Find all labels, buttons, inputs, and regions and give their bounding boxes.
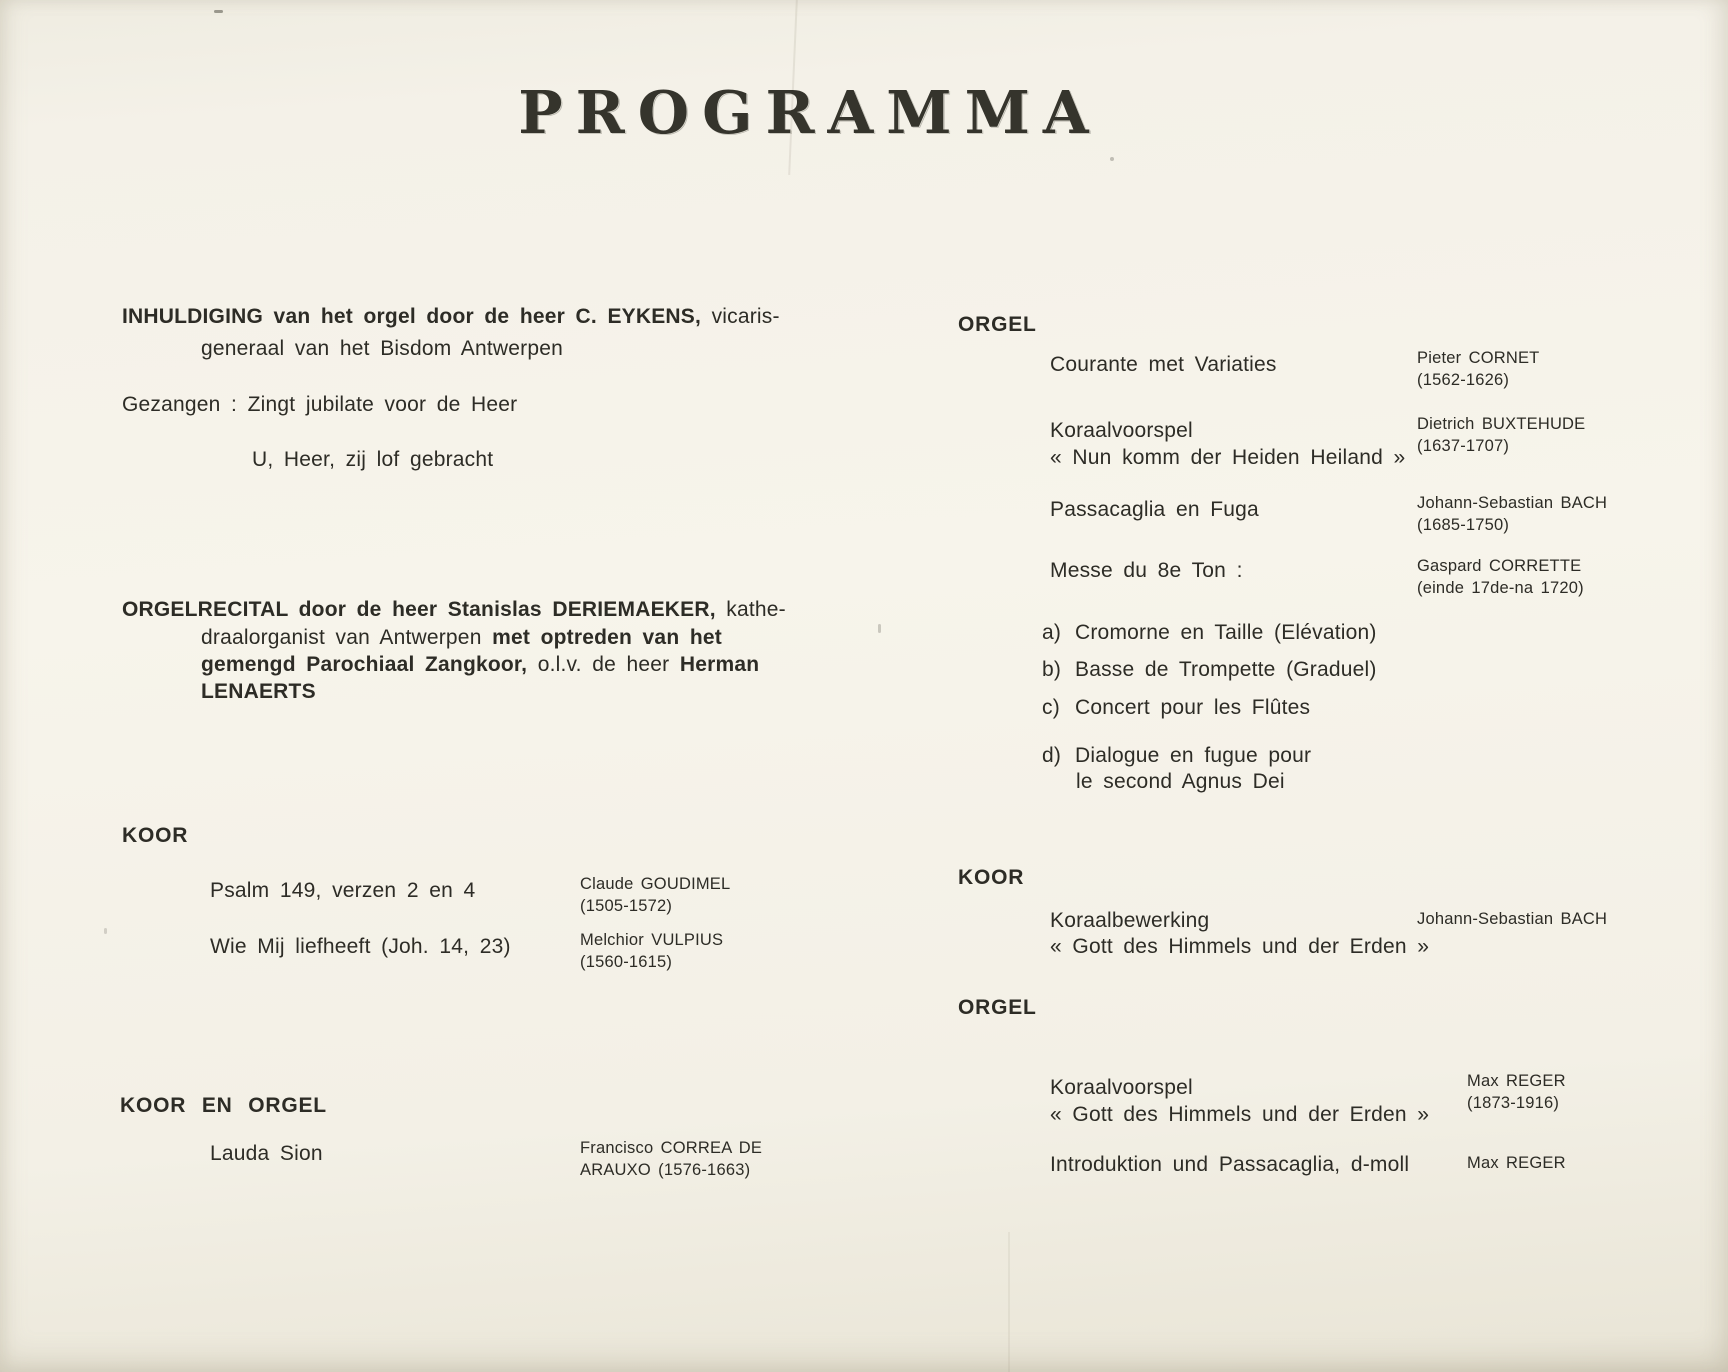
- composer-dates: (1505-1572): [580, 896, 673, 915]
- movement-d-line2: le second Agnus Dei: [1076, 770, 1285, 793]
- composer-name: Dietrich BUXTEHUDE: [1417, 415, 1586, 433]
- work-title-lauda-sion: Lauda Sion: [210, 1142, 323, 1165]
- composer-vulpius: [580, 930, 723, 973]
- fold-crease-bottom: [1008, 1232, 1010, 1372]
- composer-name: Max REGER: [1467, 1154, 1566, 1172]
- section-heading-koor-right: KOOR: [958, 866, 1025, 889]
- work-title-koraalvoorspel-1: Koraalvoorspel: [1050, 419, 1193, 442]
- composer-bach-2: [1417, 909, 1607, 931]
- orgelrecital-line1: [122, 596, 786, 623]
- composer-corrette: [1417, 556, 1584, 599]
- composer-name: Max REGER: [1467, 1072, 1566, 1090]
- work-title-psalm149: Psalm 149, verzen 2 en 4: [210, 879, 476, 902]
- composer-name: Johann-Sebastian BACH: [1417, 910, 1608, 928]
- scan-speck: [214, 10, 223, 13]
- orgelrecital-line3: [201, 651, 759, 678]
- orgelrecital-line2-regular: draalorganist van Antwerpen: [201, 626, 493, 649]
- work-title-koraalvoorspel-2: Koraalvoorspel: [1050, 1076, 1193, 1099]
- work-subtitle-gott-2: « Gott des Himmels und der Erden »: [1050, 1103, 1430, 1126]
- orgelrecital-line3-bold2: Herman: [679, 653, 760, 676]
- composer-dates: ARAUXO (1576-1663): [580, 1160, 751, 1179]
- composer-dates: (einde 17de-na 1720): [1417, 578, 1584, 597]
- inhuldiging-line1-bold: INHULDIGING van het orgel door de heer C. EYKENS,: [122, 305, 702, 328]
- work-title-courante: Courante met Variaties: [1050, 353, 1277, 376]
- section-heading-koor-en-orgel: KOOR EN ORGEL: [120, 1094, 327, 1117]
- composer-bach-1: [1417, 493, 1607, 536]
- movement-marker: c): [1042, 696, 1060, 719]
- composer-correa-de-arauxo: [580, 1138, 762, 1181]
- inhuldiging-line1-regular: vicaris-: [701, 305, 780, 328]
- work-title-introduktion: Introduktion und Passacaglia, d-moll: [1050, 1153, 1410, 1176]
- composer-reger-1: [1467, 1071, 1566, 1114]
- gezangen-line: Gezangen : Zingt jubilate voor de Heer: [122, 393, 518, 416]
- composer-dates: (1873-1916): [1467, 1093, 1560, 1112]
- composer-goudimel: [580, 874, 730, 917]
- composer-buxtehude: [1417, 414, 1585, 457]
- movement-b: [1042, 656, 1377, 683]
- movement-text: Cromorne en Taille (Elévation): [1075, 621, 1377, 644]
- orgelrecital-line3-regular: o.l.v. de heer: [527, 653, 680, 676]
- section-heading-orgel-2: ORGEL: [958, 996, 1037, 1019]
- work-title-wie-mij: Wie Mij liefheeft (Joh. 14, 23): [210, 935, 511, 958]
- composer-name: Gaspard CORRETTE: [1417, 557, 1582, 575]
- composer-name: Francisco CORREA DE: [580, 1139, 763, 1157]
- work-subtitle-nun-komm: « Nun komm der Heiden Heiland »: [1050, 446, 1406, 469]
- composer-cornet: [1417, 348, 1539, 391]
- work-title-koraalbewerking: Koraalbewerking: [1050, 909, 1210, 932]
- work-subtitle-gott-1: « Gott des Himmels und der Erden »: [1050, 935, 1430, 958]
- composer-name: Johann-Sebastian BACH: [1417, 494, 1608, 512]
- orgelrecital-line3-bold: gemengd Parochiaal Zangkoor,: [201, 653, 528, 676]
- orgelrecital-line1-regular: kathe-: [715, 598, 786, 621]
- movement-c: [1042, 694, 1310, 721]
- composer-name: Melchior VULPIUS: [580, 931, 724, 949]
- movement-a: [1042, 619, 1377, 646]
- movement-text: Dialogue en fugue pour: [1075, 744, 1312, 767]
- composer-name: Claude GOUDIMEL: [580, 875, 731, 893]
- work-title-messe: Messe du 8e Ton :: [1050, 559, 1243, 582]
- scan-speck: [878, 624, 881, 633]
- movement-marker: a): [1042, 621, 1062, 644]
- movement-d: [1042, 742, 1311, 769]
- inhuldiging-line1: [122, 303, 780, 330]
- gezangen-line2: U, Heer, zij lof gebracht: [252, 448, 494, 471]
- scan-speck: [104, 928, 107, 934]
- composer-reger-2: [1467, 1153, 1566, 1175]
- movement-marker: d): [1042, 744, 1062, 767]
- section-heading-koor-left: KOOR: [122, 824, 189, 847]
- composer-dates: (1562-1626): [1417, 370, 1510, 389]
- composer-dates: (1637-1707): [1417, 436, 1510, 455]
- movement-marker: b): [1042, 658, 1062, 681]
- programme-title: PROGRAMMA: [518, 78, 1102, 147]
- composer-dates: (1685-1750): [1417, 515, 1510, 534]
- section-heading-orgel-1: ORGEL: [958, 313, 1037, 336]
- composer-name: Pieter CORNET: [1417, 349, 1540, 367]
- orgelrecital-line2-bold: met optreden van het: [492, 626, 722, 649]
- scan-speck: [1110, 157, 1114, 161]
- movement-text: Basse de Trompette (Graduel): [1075, 658, 1377, 681]
- movement-text: Concert pour les Flûtes: [1075, 696, 1311, 719]
- inhuldiging-line2: generaal van het Bisdom Antwerpen: [201, 337, 563, 360]
- orgelrecital-line4: LENAERTS: [201, 680, 316, 703]
- work-title-passacaglia: Passacaglia en Fuga: [1050, 498, 1259, 521]
- orgelrecital-line2: [201, 624, 722, 651]
- composer-dates: (1560-1615): [580, 952, 673, 971]
- orgelrecital-line1-bold: ORGELRECITAL door de heer Stanislas DERIEMAEKER,: [122, 598, 716, 621]
